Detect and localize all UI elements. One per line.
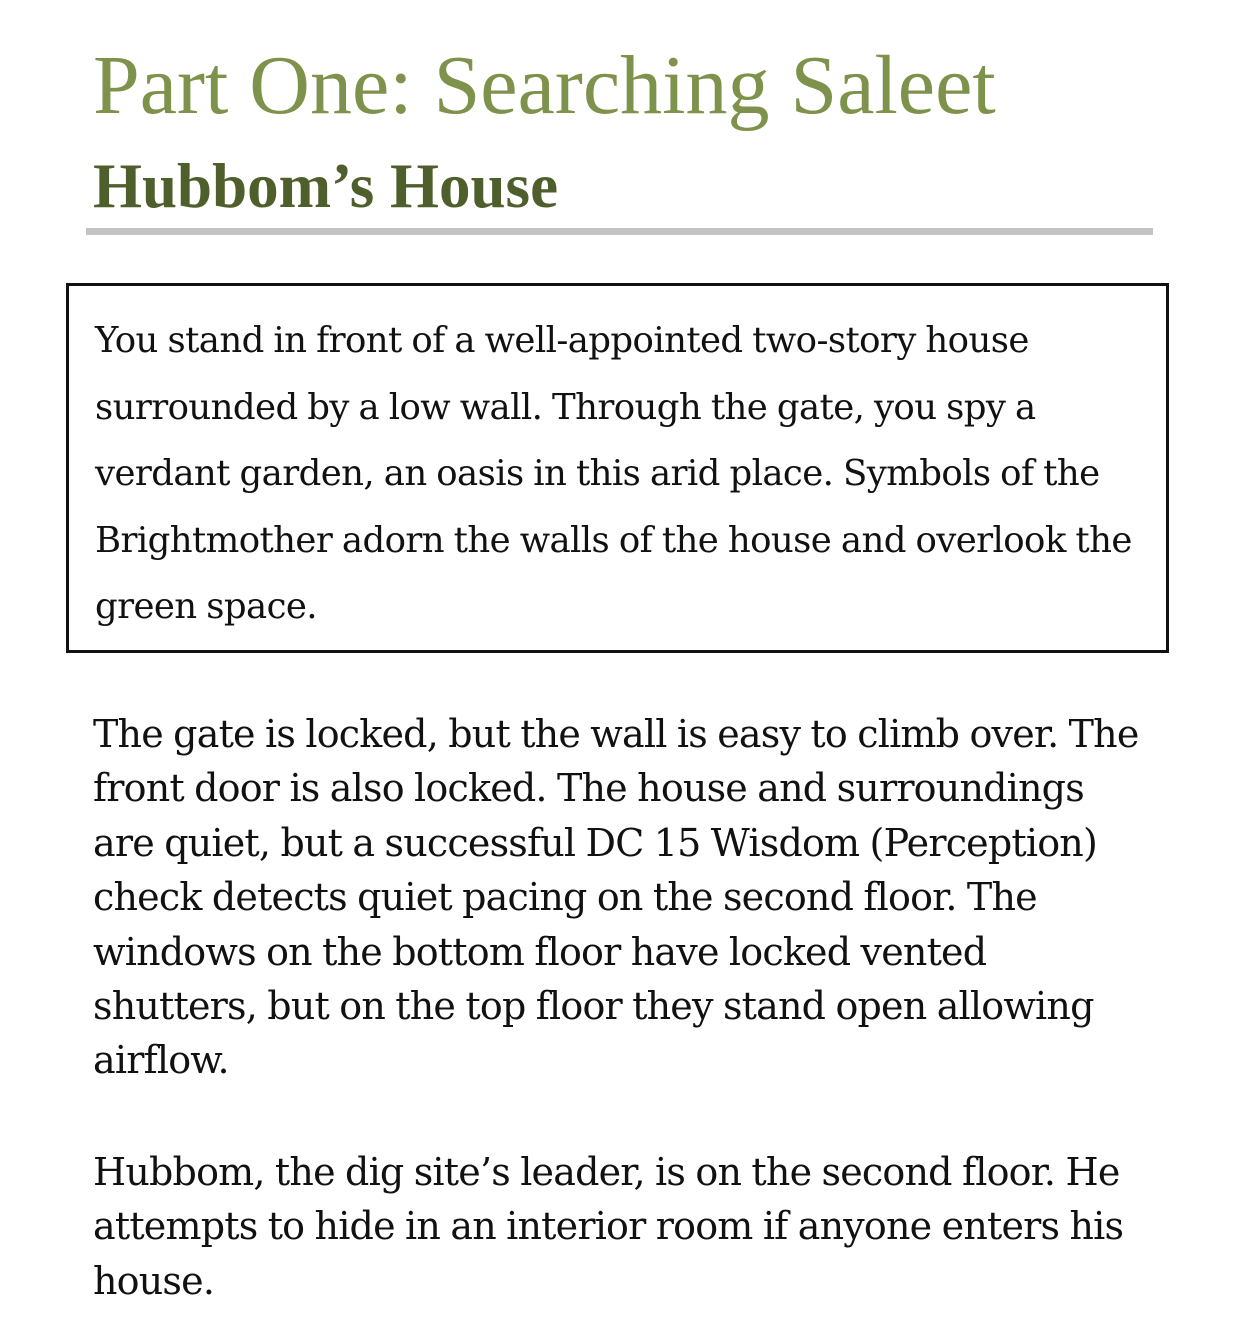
read-aloud-text: You stand in front of a well-appointed two-story house surrounded by a low wall. Through the gate, you spy a verdant garden, an oasis in this arid place. Symbols of the Brightmother adorn the walls of the house and overlook the green space. [95, 320, 1132, 627]
part-title: Part One: Searching Saleet [93, 39, 996, 132]
read-aloud-box [66, 283, 1169, 653]
body-paragraph: The gate is locked, but the wall is easy to climb over. The front door is also locked. The house and surroundings are quiet, but a successful DC 15 Wisdom (Perception) check detects quiet pacing on the second floor. The windows on the bottom floor have locked vented shutters, but on the top floor they stand open allowing airflow. [93, 712, 1139, 1083]
title-divider [86, 228, 1153, 235]
body-paragraph: Hubbom, the dig site’s leader, is on the second floor. He attempts to hide in an interior room if anyone enters his house. [93, 1150, 1124, 1303]
section-title: Hubbom’s House [93, 151, 559, 221]
